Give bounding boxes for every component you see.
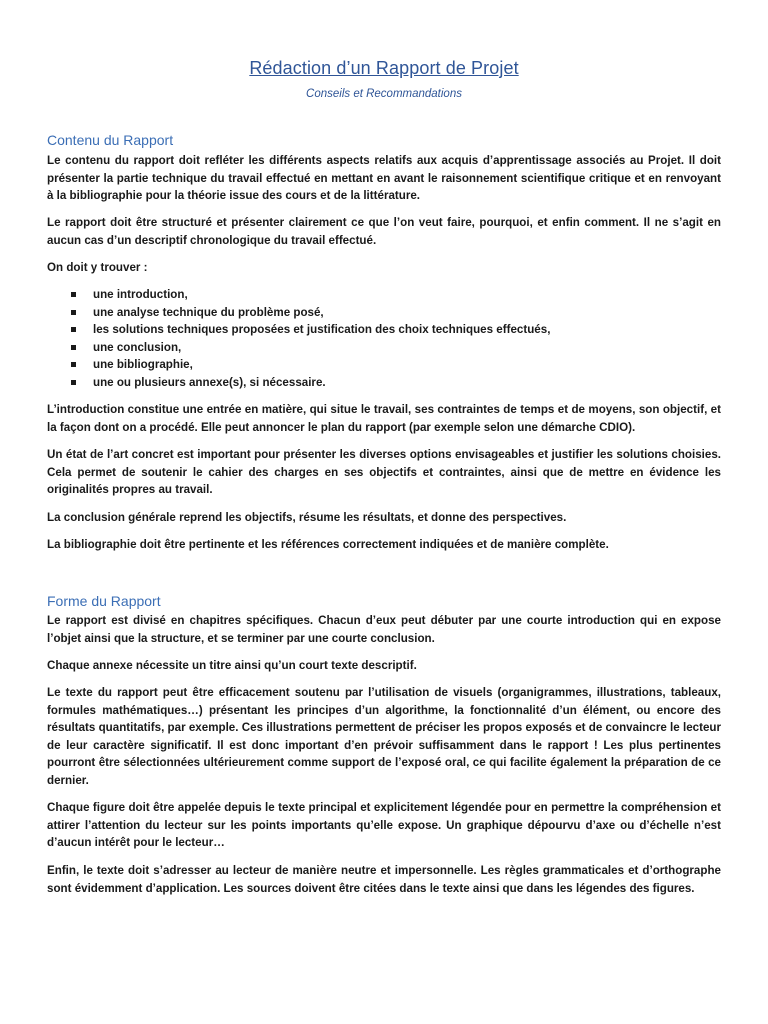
list-item (47, 304, 721, 322)
square-bullet-icon (71, 380, 76, 385)
paragraph: Chaque annexe nécessite un titre ainsi qu’un court texte descriptif. (47, 659, 417, 672)
paragraph: La bibliographie doit être pertinente et les références correctement indiquées et de manière complète. (47, 538, 609, 551)
square-bullet-icon (71, 345, 76, 350)
paragraph: Un état de l’art concret est important pour présenter les diverses options envisageables et justifier les solutions choisies. Cela permet de soutenir le cahier des charges en ses objectifs et contraintes, ainsi que de mettre en évidence les originalités propres au travail. (47, 448, 721, 496)
paragraph: On doit y trouver : (47, 261, 148, 274)
list-item (47, 374, 721, 392)
list-item-text: une bibliographie, (93, 358, 193, 371)
square-bullet-icon (71, 292, 76, 297)
paragraph: Le rapport est divisé en chapitres spécifiques. Chacun d’eux peut débuter par une courte introduction qui en expose l’objet ainsi que la structure, et se terminer par une courte conclusion. (47, 614, 721, 645)
paragraph: Le rapport doit être structuré et présenter clairement ce que l’on veut faire, pourquoi, et enfin comment. Il ne s’agit en aucun cas d’un descriptif chronologique du travail effectué. (47, 216, 721, 247)
list-item (47, 356, 721, 374)
list-item-text: une analyse technique du problème posé, (93, 305, 324, 319)
list-item-text: une conclusion, (93, 340, 182, 354)
paragraph: L’introduction constitue une entrée en matière, qui situe le travail, ses contraintes de temps et de moyens, son objectif, et la façon dont on a procédé. Elle peut annoncer le plan du rapport (par exemple selon une démarche CDIO). (47, 403, 721, 434)
list-item (47, 321, 721, 339)
list-item (47, 286, 721, 304)
list-item (47, 339, 721, 357)
paragraph: La conclusion générale reprend les objectifs, résume les résultats, et donne des perspectives. (47, 511, 567, 524)
paragraph: Le texte du rapport peut être efficacement soutenu par l’utilisation de visuels (organigrammes, illustrations, tableaux, formules mathématiques…) présentant les principes d’un algorithme, la fonctionnalité d’un élément, ou encore des résultats quantitatifs, par exemple. Ces illustrations permettent de préciser les propos exposés et de convaincre le lecteur de leur caractère significatif. Il est donc important d’en prévoir suffisamment dans le rapport ! Les plus pertinentes pourront être sélectionnées ultérieurement comme support de l’exposé oral, ce qui facilite également la préparation de ce dernier. (47, 686, 721, 787)
document-title: Rédaction d’un Rapport de Projet (249, 58, 519, 78)
list-item-text: une ou plusieurs annexe(s), si nécessaire. (93, 375, 326, 389)
requirements-list (47, 286, 721, 391)
paragraph: Enfin, le texte doit s’adresser au lecteur de manière neutre et impersonnelle. Les règles grammaticales et d’orthographe sont évidemment d’application. Les sources doivent être citées dans le texte ainsi que dans les légendes des figures. (47, 864, 721, 895)
list-item-text: une introduction, (93, 288, 188, 301)
section-heading-contenu: Contenu du Rapport (47, 132, 174, 148)
square-bullet-icon (71, 327, 76, 332)
paragraph: Chaque figure doit être appelée depuis le texte principal et explicitement légendée pour en permettre la compréhension et attirer l’attention du lecteur sur les points importants qu’elle expose. Un graphique dépourvu d’axe ou d’échelle n’est d’aucun intérêt pour le lecteur… (47, 801, 721, 849)
paragraph: Le contenu du rapport doit refléter les différents aspects relatifs aux acquis d’apprentissage associés au Projet. Il doit présenter la partie technique du travail effectué en mettant en avant le raisonnement scientifique critique et en renvoyant à la bibliographie pour la théorie issue des cours et de la littérature. (47, 154, 721, 202)
document-subtitle: Conseils et Recommandations (306, 88, 462, 100)
square-bullet-icon (71, 310, 76, 315)
square-bullet-icon (71, 362, 76, 367)
section-heading-forme: Forme du Rapport (47, 593, 161, 609)
list-item-text: les solutions techniques proposées et justification des choix techniques effectués, (93, 323, 551, 336)
